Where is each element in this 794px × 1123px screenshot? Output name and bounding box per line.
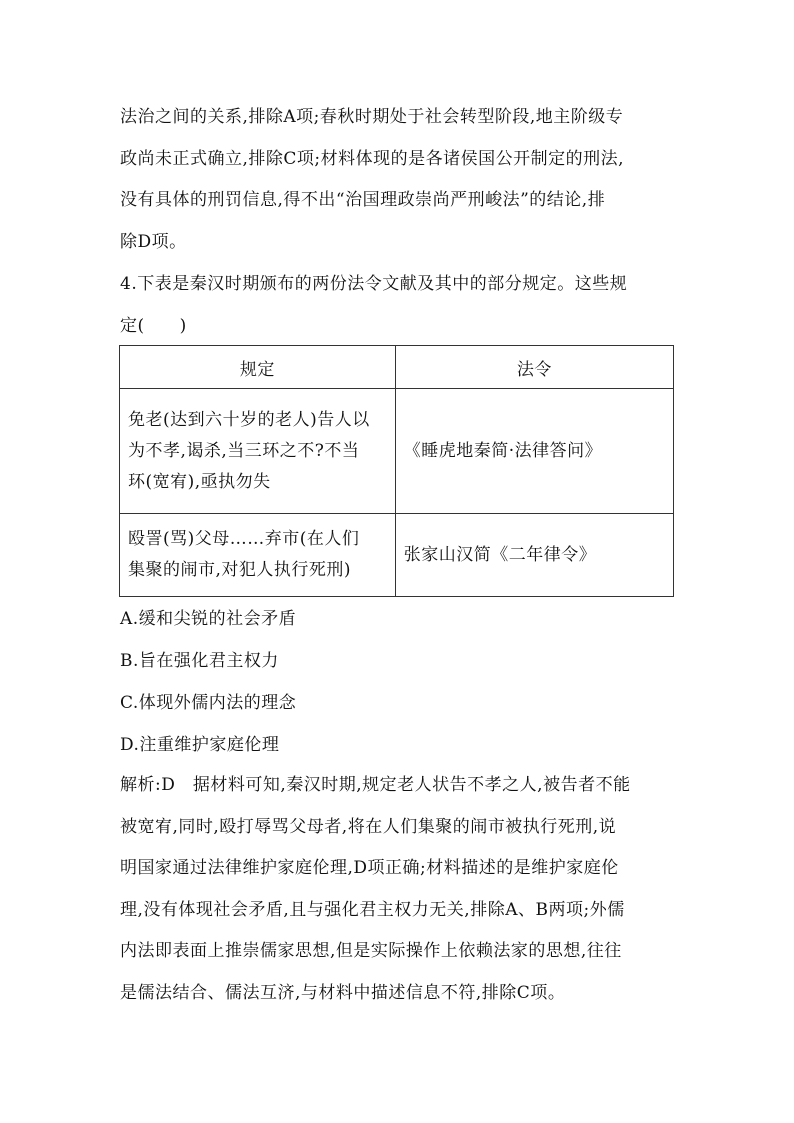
- header-law: 法令: [395, 346, 673, 389]
- option-b: B.旨在强化君主权力: [120, 651, 279, 671]
- text-line: 解析:D 据材料可知,秦汉时期,规定老人状告不孝之人,被告者不能: [120, 775, 631, 795]
- rule-line: 免老(达到六十岁的老人)告人以: [128, 409, 370, 430]
- text-line: 除D项。: [120, 231, 187, 252]
- text-line: 理,没有体现社会矛盾,且与强化君主权力无关,排除A、B两项;外儒: [120, 899, 625, 920]
- previous-question-explanation: [120, 97, 676, 263]
- option-a: A.缓和尖锐的社会矛盾: [120, 609, 297, 629]
- text-line: 是儒法结合、儒法互济,与材料中描述信息不符,排除C项。: [120, 982, 566, 1003]
- table-row: [120, 514, 674, 597]
- text-line: 内法即表面上推崇儒家思想,但是实际操作上依赖法家的思想,往往: [120, 941, 622, 961]
- text-line: 定( ): [120, 315, 187, 336]
- table-row: [120, 389, 674, 514]
- question-stem: [120, 264, 676, 347]
- text-line: 4.下表是秦汉时期颁布的两份法令文献及其中的部分规定。这些规: [120, 274, 628, 294]
- rule-cell: [120, 514, 396, 597]
- rule-line: 集聚的闹市,对犯人执行死刑): [128, 560, 352, 580]
- text-line: 政尚未正式确立,排除C项;材料体现的是各诸侯国公开制定的刑法,: [120, 148, 625, 169]
- answer-analysis: [120, 765, 676, 1014]
- text-line: 法治之间的关系,排除A项;春秋时期处于社会转型阶段,地主阶级专: [120, 107, 624, 127]
- header-rule: 规定: [120, 346, 396, 389]
- rule-line: 为不孝,谒杀,当三环之不?不当: [128, 440, 360, 461]
- law-table: [119, 345, 674, 597]
- text-line: 被宽宥,同时,殴打辱骂父母者,将在人们集聚的闹市被执行死刑,说: [120, 816, 617, 837]
- table-header-row: [120, 346, 674, 389]
- rule-cell: [120, 389, 396, 514]
- rule-line: 环(宽宥),亟执勿失: [128, 471, 271, 492]
- law-cell: 《睡虎地秦简·法律答问》: [395, 389, 673, 514]
- text-line: 没有具体的刑罚信息,得不出“治国理政崇尚严刑峻法”的结论,排: [120, 190, 606, 210]
- text-line: 明国家通过法律维护家庭伦理,D项正确;材料描述的是维护家庭伦: [120, 858, 619, 878]
- option-d: D.注重维护家庭伦理: [120, 735, 280, 755]
- rule-line: 殴詈(骂)父母……弃市(在人们: [128, 529, 360, 549]
- law-cell: 张家山汉简《二年律令》: [395, 514, 673, 597]
- option-c: C.体现外儒内法的理念: [120, 693, 297, 713]
